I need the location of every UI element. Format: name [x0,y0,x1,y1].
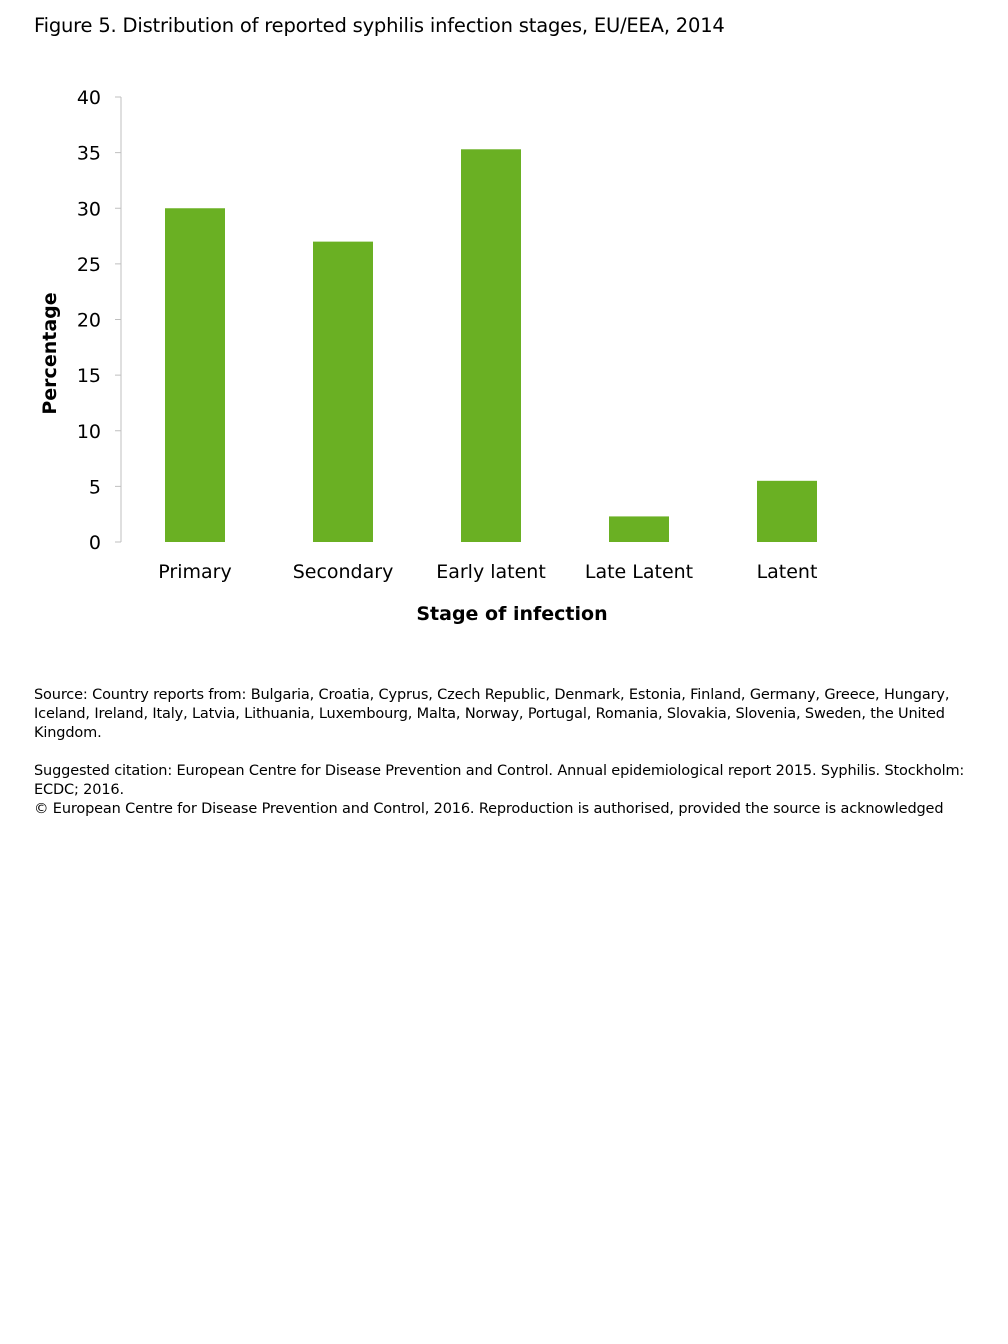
bars-layer [165,149,817,542]
bar-latent [757,481,817,542]
bar-chart [0,0,1008,660]
y-tick-label: 5 [88,476,101,499]
source-note: Source: Country reports from: Bulgaria, Croatia, Cyprus, Czech Republic, Denmark, Estonia, Finland, Germany, Greece, Hungary, Iceland, Ireland, Italy, Latvia, Lithuania, Luxembourg, Malta, Norway, Portugal, Romania, Slovakia, Slovenia, Sweden, the United Kingdom. [34,687,950,741]
labels-layer [39,87,817,625]
x-tick-label: Secondary [292,561,394,583]
bar-primary [165,208,225,542]
x-tick-label: Late Latent [584,561,694,583]
x-tick-label: Latent [756,561,818,583]
y-tick-label: 0 [88,532,101,554]
bar-late-latent [609,516,669,542]
figure-title: Figure 5. Distribution of reported syphilis infection stages, EU/EEA, 2014 [34,14,725,37]
copyright-note: © European Centre for Disease Prevention and Control, 2016. Reproduction is authorised, provided the source is acknowledged [34,801,944,817]
y-tick-label: 35 [76,142,101,165]
y-axis-title: Percentage [39,292,61,415]
bar-early-latent [461,149,521,542]
x-axis-title: Stage of infection [416,603,608,625]
y-tick-label: 10 [76,420,101,443]
bar-secondary [313,242,373,542]
y-tick-label: 25 [76,253,101,276]
citation-note: Suggested citation: European Centre for Disease Prevention and Control. Annual epidemiological report 2015. Syphilis. Stockholm: ECDC; 2016. [34,763,965,798]
y-tick-label: 20 [76,309,101,332]
axes-layer [115,97,121,542]
y-tick-label: 40 [76,87,101,109]
x-tick-label: Early latent [436,561,546,583]
y-tick-label: 15 [76,365,101,388]
y-tick-label: 30 [76,198,101,221]
x-tick-label: Primary [158,561,232,583]
figure-footer [34,686,974,819]
